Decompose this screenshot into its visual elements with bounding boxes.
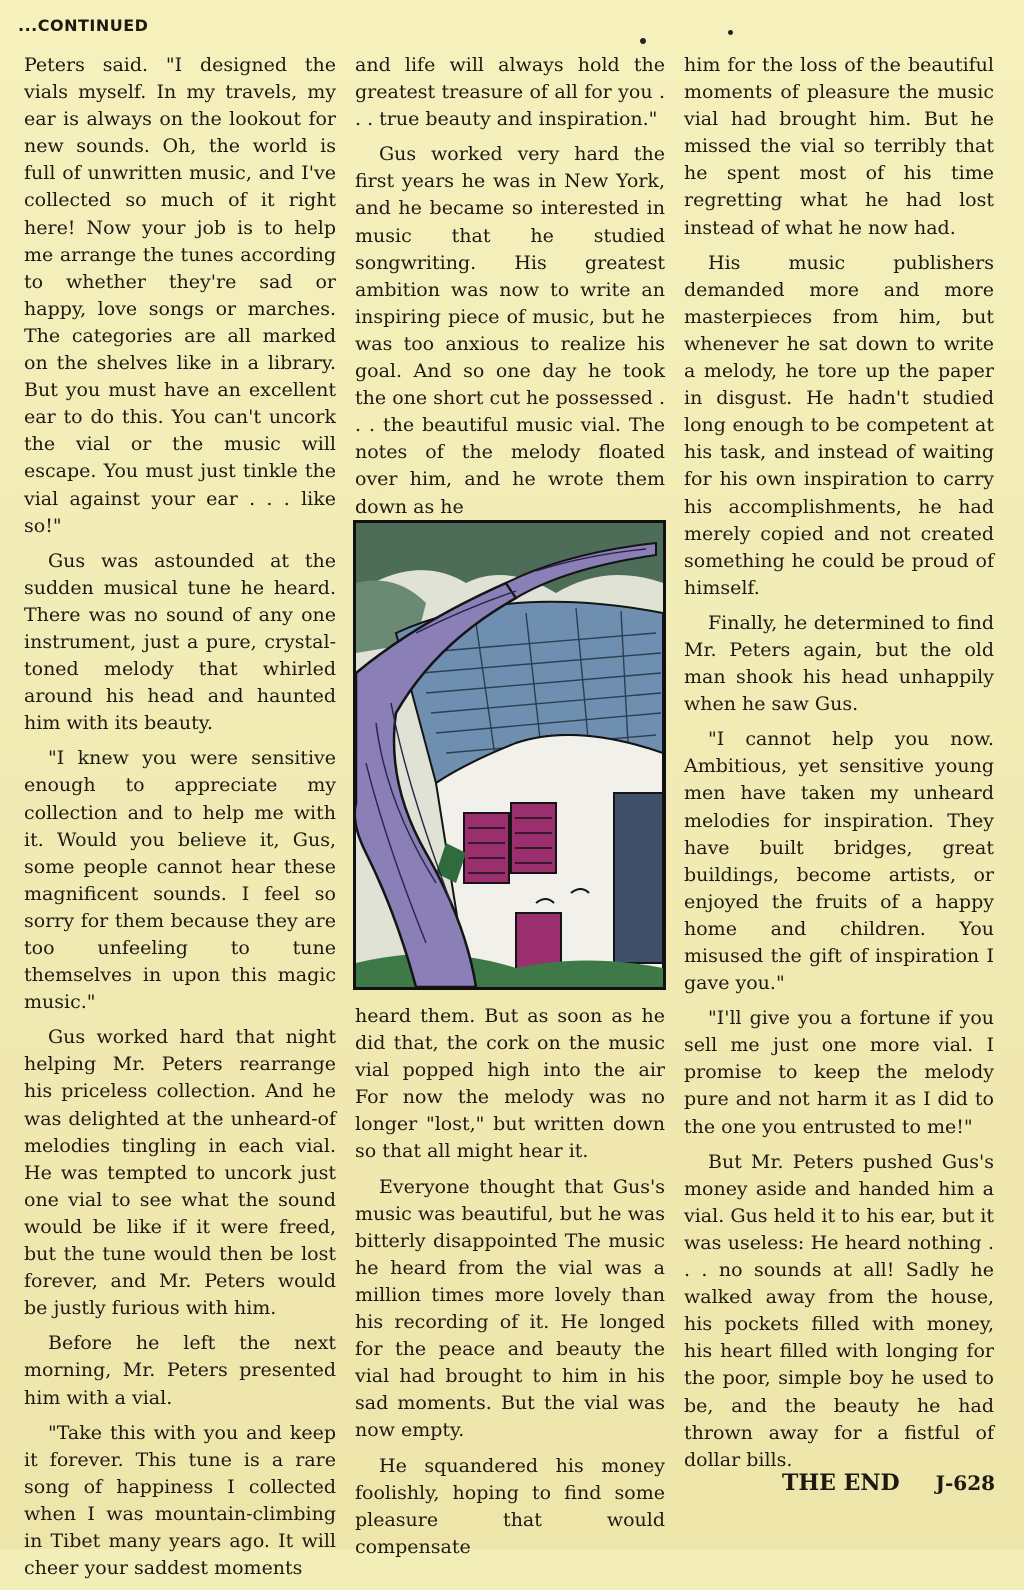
paragraph: Gus worked hard that night helping Mr. Peters rearrange his priceless collection. And he was delighted at the unheard-of melodies tingling in each vial. He was tempted to uncork just one vial to see what the sound would be like if it were freed, but the tune would then be lost forever, and Mr. Peters would be justly furious with him. bbox=[24, 1026, 336, 1320]
text-column-2-top bbox=[355, 52, 665, 529]
paragraph: Gus was astounded at the sudden musical tune he heard. There was no sound of any one instrument, just a pure, crystal-toned melody that whirled around his head and haunted him with its beauty. bbox=[24, 549, 336, 735]
paragraph: "I'll give you a fortune if you sell me just one more vial. I promise to keep the melody pure and not harm it as I did to the one you entrusted to me!" bbox=[684, 1007, 994, 1138]
paragraph: Everyone thought that Gus's music was beautiful, but he was bitterly disappointed The music he heard from the vial was a million times more lovely than his recording of it. He longed for the peace and beauty the vial had brought to him in his sad moments. But the vial was now empty. bbox=[355, 1175, 665, 1442]
house-under-tree-illustration bbox=[353, 520, 666, 990]
text-column-3 bbox=[684, 52, 994, 1482]
paragraph: Finally, he determined to find Mr. Peters again, but the old man shook his head unhappily when he saw Gus. bbox=[684, 611, 994, 716]
paragraph: Before he left the next morning, Mr. Peters presented him with a vial. bbox=[24, 1332, 336, 1409]
text-column-2-bottom bbox=[355, 1003, 665, 1569]
paragraph: Gus worked very hard the first years he was in New York, and he became so interested in music that he studied songwriting. His greatest ambition was now to write an inspiring piece of music, but he was too anxious to realize his goal. And so one day he took the one short cut he possessed . . . the beautiful music vial. The notes of the melody floated over him, and he wrote them down as he bbox=[355, 143, 665, 518]
illustration-svg bbox=[356, 523, 663, 987]
paragraph: him for the loss of the beautiful moments of pleasure the music vial had brought him. But he missed the vial so terribly that he spent most of his time regretting what he had lost instead of what he now had. bbox=[684, 54, 994, 239]
the-end-footer bbox=[782, 1470, 995, 1496]
print-speck bbox=[728, 30, 733, 35]
print-speck bbox=[640, 38, 646, 44]
paragraph: But Mr. Peters pushed Gus's money aside and handed him a vial. Gus held it to his ear, but it was useless: He heard nothing . . . no sounds at all! Sadly he walked away from the house, his pockets filled with money, his heart filled with longing for the poor, simple boy he used to be, and the beauty he had thrown away for a fistful of dollar bills. bbox=[684, 1150, 994, 1471]
paragraph: "Take this with you and keep it forever. This tune is a rare song of happiness I collected when I was mountain-climbing in Tibet many years ago. It will cheer your saddest moments bbox=[24, 1421, 336, 1580]
story-code: J-628 bbox=[935, 1471, 996, 1495]
doorway bbox=[614, 793, 663, 963]
paragraph: Peters said. "I designed the vials myself. In my travels, my ear is always on the lookout for new sounds. Oh, the world is full of unwritten music, and I've collected so much of it right here! Now your job is to help me arrange the tunes according to whether they're sad or happy, love songs or marches. The categories are all marked on the shelves like in a library. But you must have an excellent ear to do this. You can't uncork the vial or the music will escape. You must just tinkle the vial against your ear . . . like so!" bbox=[24, 54, 336, 537]
paragraph: heard them. But as soon as he did that, the cork on the music vial popped high into the air For now the melody was no longer "lost," but written down so that all might hear it. bbox=[355, 1005, 665, 1163]
paragraph: "I cannot help you now. Ambitious, yet sensitive young men have taken my unheard melodies for inspiration. They have built bridges, great buildings, become artists, or enjoyed the fruits of a happy home and children. You misused the gift of inspiration I gave you." bbox=[684, 728, 994, 995]
paragraph: His music publishers demanded more and more masterpieces from him, but whenever he sat down to write a melody, he tore up the paper in disgust. He hadn't studied long enough to be competent at his task, and instead of waiting for his own inspiration to carry his accomplishments, he had merely copied and not created something he could be proud of himself. bbox=[684, 251, 994, 599]
paragraph: and life will always hold the greatest treasure of all for you . . . true beauty and inspiration." bbox=[355, 54, 665, 131]
paragraph: "I knew you were sensitive enough to appreciate my collection and to help me with it. Would you believe it, Gus, some people cannot hear these magnificent sounds. I feel so sorry for them because they are too unfeeling to tune themselves in upon this magic music." bbox=[24, 747, 336, 1014]
text-column-1 bbox=[24, 52, 336, 1590]
paragraph: He squandered his money foolishly, hoping to find some pleasure that would compensate bbox=[355, 1454, 665, 1558]
continued-header: ...CONTINUED bbox=[18, 16, 149, 35]
the-end-label: THE END bbox=[782, 1470, 900, 1496]
